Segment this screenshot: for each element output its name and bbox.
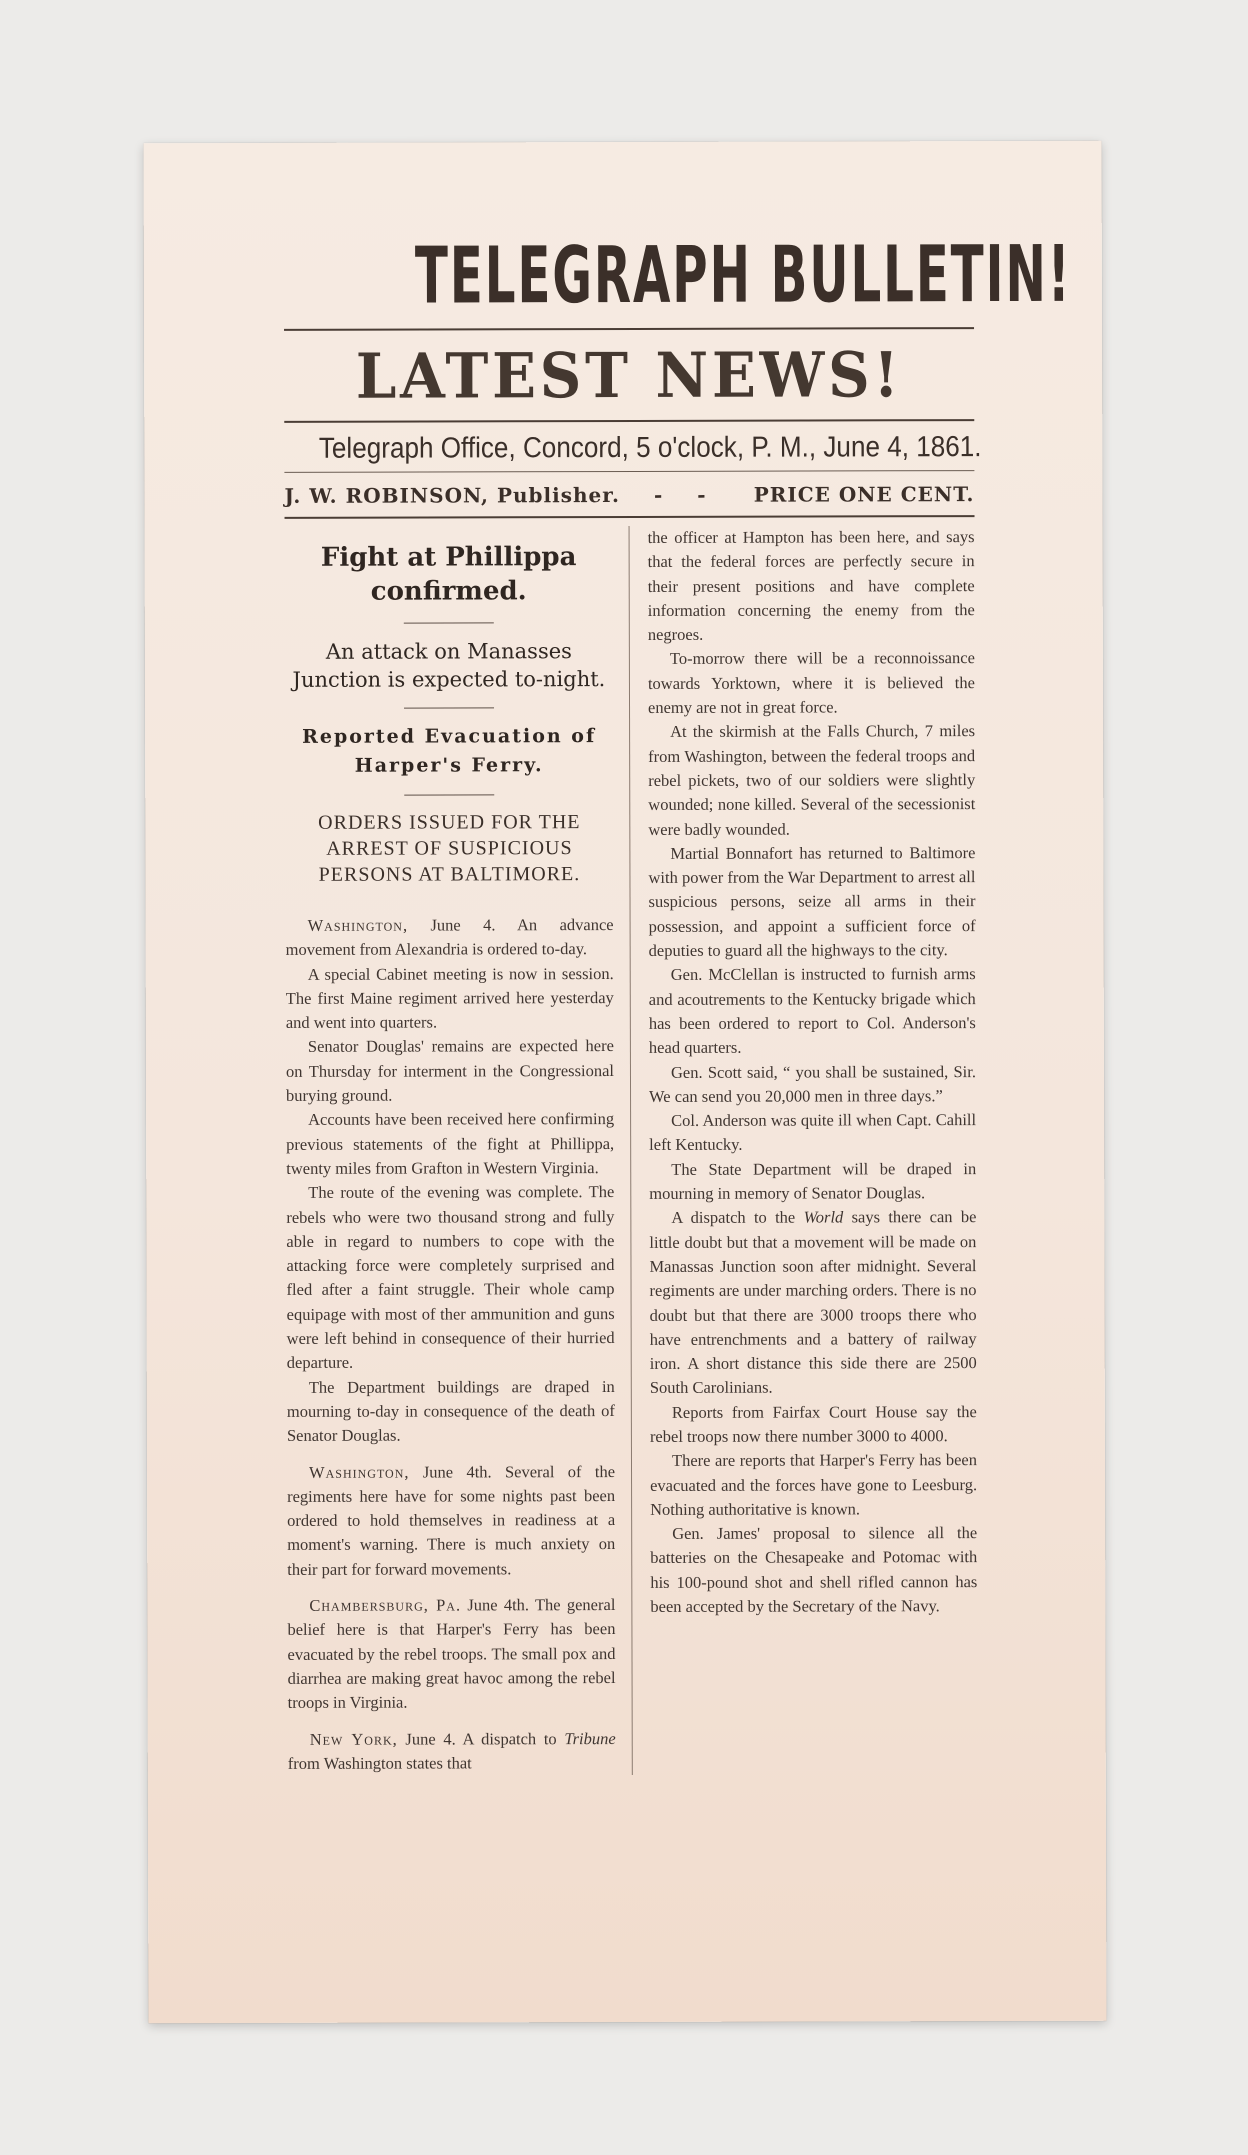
article-paragraph: Senator Douglas' remains are expected here on Thursday for interment in the Congressional burying ground.: [285, 1036, 614, 1105]
publisher-rule: [285, 515, 975, 519]
article-paragraph: Accounts have been received here confirming previous statements of the fight at Phillippa, twenty miles from Grafton in Western Virginia.: [286, 1109, 615, 1178]
newspaper-name: Tribune: [564, 1728, 616, 1748]
article-paragraph: Gen. McClellan is instructed to furnish arms and acoutrements to the Kentucky brigade which has been ordered to report to Col. Anderson's head quarters.: [648, 964, 976, 1058]
publisher-row: [284, 479, 974, 511]
dispatch-dateline: Washington,: [307, 915, 409, 935]
paragraph-text: June 4. An advance movement from Alexandria is ordered to-day.: [285, 915, 614, 960]
headline-tertiary: Reported Evacuation of Harper's Ferry.: [302, 725, 597, 777]
price: PRICE ONE CENT.: [753, 482, 975, 507]
article-paragraph: Gen. Scott said, “ you shall be sustained, Sir. We can send you 20,000 men in three days.”: [649, 1061, 976, 1106]
headline-divider: [404, 622, 494, 623]
article-columns: [285, 525, 978, 1776]
paragraph-text: June 4th. Several of the regiments here have for some nights past been ordered to hold themselves in readiness at a moment's warning. There is much anxiety on their part for forward movements.: [287, 1461, 616, 1579]
article-paragraph: The Department buildings are draped in mourning to-day in consequence of the death of Senator Douglas.: [286, 1376, 615, 1446]
article-paragraph: The route of the evening was complete. The rebels who were two thousand strong and fully able in regard to numbers to cope with the attacking force were completely surprised and fled after a faint struggle. Their whole camp equipage with most of ther ammunition and guns were left behind in consequence of their hurried departure.: [286, 1182, 615, 1373]
article-paragraph: At the skirmish at the Falls Church, 7 miles from Washington, between the federal troops and rebel pickets, two of our soldiers were slightly wounded; none killed. Several of the secessionist were badly wounded.: [648, 721, 976, 839]
dispatch-dateline: New York,: [309, 1729, 398, 1749]
paragraph-text: June 4th. The general belief here is that Harper's Ferry has been evacuated by the rebel troops. The small pox and diarrhea are making great havoc among the rebel troops in Virginia.: [287, 1595, 616, 1713]
headline-primary: Fight at Phillippa confirmed.: [320, 542, 577, 607]
separator: - -: [653, 482, 720, 507]
article-paragraph: the officer at Hampton has been here, and says that the federal forces are perfectly secure in their present positions and have complete information concerning the enemy from the negroes.: [647, 527, 975, 645]
headline-divider: [404, 707, 494, 708]
paragraph-text: says there can be little doubt but that a movement will be made on Manassas Junction soon after midnight. Several regiments are under marching orders. There is no doubt but that there are 3000 troops there who have entrenchments and a battery of railway iron. A short distance this side there are 2500 South Carolinians.: [649, 1207, 977, 1398]
article-paragraph: Col. Anderson was quite ill when Capt. Cahill left Kentucky.: [649, 1110, 977, 1155]
subhead-rule: [284, 419, 974, 423]
right-column: [630, 525, 978, 1775]
masthead-rule: [284, 327, 974, 331]
article-paragraph: [287, 1460, 615, 1582]
publisher: J. W. ROBINSON, Publisher.: [284, 483, 620, 508]
headline-orders: ORDERS ISSUED FOR THE ARREST OF SUSPICIOUS PERSONS AT BALTIMORE.: [318, 811, 581, 886]
headline-divider: [404, 794, 494, 795]
subhead: LATEST NEWS!: [355, 338, 903, 413]
dateline-rule: [284, 470, 974, 473]
article-paragraph: Martial Bonnafort has returned to Baltimore with power from the War Department to arrest all suspicious persons, seize all arms in their possession, and appoint a sufficient force of deputies to guard all the highways to the city.: [648, 842, 976, 960]
article-paragraph: [286, 913, 614, 962]
paragraph-text: June 4. A dispatch to: [405, 1728, 557, 1749]
article-paragraph: The State Department will be draped in mourning in memory of Senator Douglas.: [649, 1158, 977, 1203]
headline-secondary: An attack on Manasses Junction is expected to-night.: [292, 639, 606, 692]
paragraph-text: from Washington states that: [287, 1753, 472, 1773]
masthead: TELEGRAPH BULLETIN!: [414, 229, 1072, 322]
article-paragraph: There are reports that Harper's Ferry has been evacuated and the forces have gone to Leesburg. Nothing authoritative is known.: [650, 1450, 978, 1519]
article-paragraph: [649, 1205, 977, 1400]
article-paragraph: To-morrow there will be a reconnoissance towards Yorktown, where it is believed the enemy are not in great force.: [647, 648, 975, 718]
newspaper-name: World: [803, 1207, 844, 1227]
article-paragraph: A special Cabinet meeting is now in session. The first Maine regiment arrived here yesterday and went into quarters.: [285, 963, 614, 1033]
dispatch-dateline: Washington,: [308, 1462, 410, 1482]
article-paragraph: [288, 1727, 616, 1776]
newspaper-sheet: [144, 141, 1107, 2024]
article-paragraph: Reports from Fairfax Court House say the rebel troops now there number 3000 to 4000.: [649, 1401, 977, 1446]
dateline: Telegraph Office, Concord, 5 o'clock, P. M., June 4, 1861.: [318, 431, 982, 465]
sheet-content: [284, 229, 1072, 1776]
left-column: [285, 526, 633, 1776]
paragraph-text: A dispatch to the: [671, 1207, 796, 1228]
article-paragraph: [287, 1593, 615, 1715]
dispatch-dateline: Chambersburg, Pa.: [309, 1595, 462, 1615]
article-paragraph: Gen. James' proposal to silence all the batteries on the Chesapeake and Potomac with his 100-pound shot and shell rifled cannon has been accepted by the Secretary of the Navy.: [650, 1523, 978, 1616]
